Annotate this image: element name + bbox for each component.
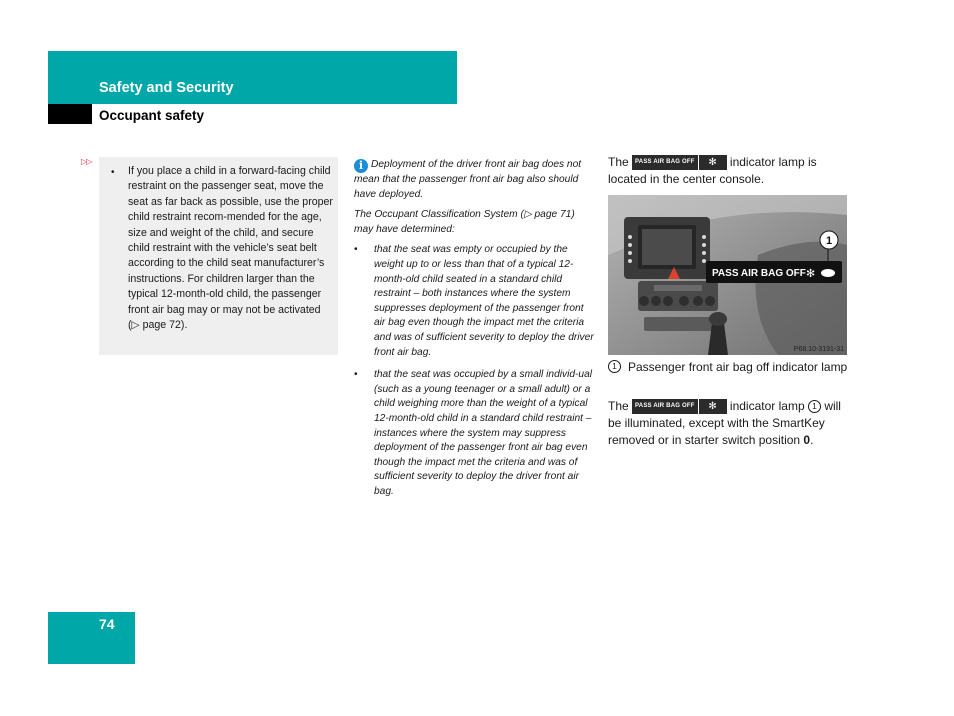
figure-image-code: P68.10-3191-31	[793, 346, 844, 353]
para1-suffix: indicator lamp is located in the center console.	[608, 155, 817, 186]
console-illustration	[608, 195, 847, 355]
legend-text: Passenger front air bag off indicator lamp	[628, 360, 848, 374]
bullet-dot: •	[354, 369, 358, 381]
section-title: Safety and Security	[99, 80, 234, 96]
figure-callout-number: 1	[825, 235, 833, 247]
list-item-text: that the seat was empty or occupied by the weight up to or less than that of a typical 12-month-old child seated in a standard child restraint – both instances where the system suppresses deployment of the passenger front air bag even though the impact met the criteria and was of sufficient severity to deploy the driver front air bag.	[374, 244, 594, 358]
column-notes	[354, 158, 594, 507]
continued-marker: ▷▷	[81, 157, 92, 166]
para2-suffix: will be illuminated, except with the SmartKey removed or in starter switch position	[608, 399, 841, 447]
passenger-airbag-icon: ✻	[699, 399, 727, 414]
para2-end: .	[810, 433, 814, 447]
warning-box	[99, 157, 338, 355]
ocs-bullet-list	[354, 243, 594, 499]
inline-callout-number: 1	[808, 400, 821, 413]
info-note	[354, 158, 594, 202]
warning-bullet: •	[111, 167, 115, 178]
center-console-photo	[608, 195, 847, 355]
subsection-title: Occupant safety	[99, 108, 205, 123]
info-icon: i	[354, 159, 368, 173]
para2-middle: indicator lamp	[729, 399, 805, 413]
list-item-text: that the seat was occupied by a small individ-ual (such as a young teenager or a small adult) or a child weighing more than the weight of a typical 12-month-old child in a standard child restraint – instances where the system may suppress deployment of the passenger front air bag even though the impact met the criteria and was of sufficient severity to deploy the driver front air bag.	[374, 369, 593, 497]
list-item	[354, 243, 594, 360]
bullet-dot: •	[354, 244, 358, 256]
section-tab-marker	[48, 104, 92, 124]
figure-legend	[608, 359, 853, 376]
legend-number: 1	[608, 360, 621, 373]
page-number-box	[48, 612, 135, 664]
figure-display-text: PASS AIR BAG OFF	[712, 268, 806, 279]
starter-position: 0	[803, 433, 811, 447]
warning-text: If you place a child in a forward-facing child restraint on the passenger seat, move the seat as far back as possible, use the proper child restraint recom-mended for the age, size and weight of the child, and secure child restraint with the vehicle’s seat belt according to the child seat manufacturer’s instructions. For children larger than the typical 12-month-old child, the passenger front air bag may or may not be activated (▷ page 72).	[128, 165, 333, 332]
list-item	[354, 368, 594, 499]
pass-airbag-off-badge: PASS AIR BAG OFF	[632, 155, 698, 170]
para1-prefix: The	[608, 155, 629, 169]
passenger-airbag-icon: ✻	[699, 155, 727, 170]
pass-airbag-off-badge: PASS AIR BAG OFF	[632, 399, 698, 414]
column-indicator	[608, 154, 853, 188]
ocs-intro: The Occupant Classification System (▷ page 71) may have determined:	[354, 209, 575, 235]
figure-airbag-icon: ✻	[806, 267, 816, 280]
info-note-text: Deployment of the driver front air bag does not mean that the passenger front air bag also should have deployed.	[354, 159, 582, 200]
para2-prefix: The	[608, 399, 629, 413]
indicator-paragraph	[608, 398, 853, 449]
page-number: 74	[99, 616, 115, 632]
header-bar	[48, 51, 457, 104]
